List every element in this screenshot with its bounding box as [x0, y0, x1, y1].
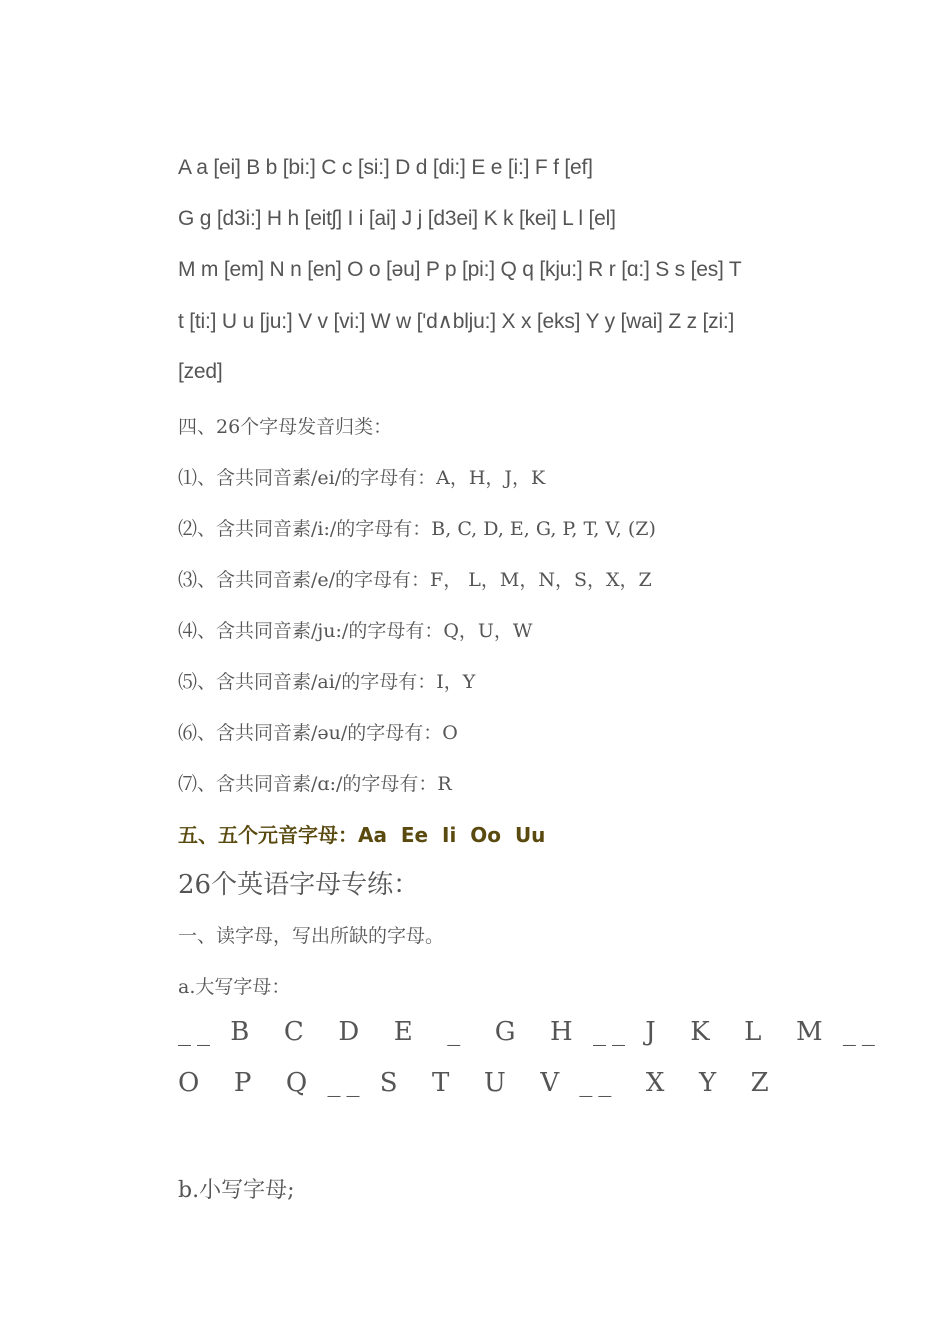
group-item: ⑵、含共同音素/i:/的字母有：B, C, D, E, G, P, T, V, (Z): [178, 518, 656, 540]
group-item: ⑹、含共同音素/əu/的字母有：O: [178, 722, 458, 744]
uppercase-row-1: __ B C D E _ G H __ J K L M __: [178, 1017, 881, 1047]
uppercase-label: a.大写字母：: [178, 976, 291, 998]
group-item: ⑺、含共同音素/ɑ:/的字母有：R: [178, 773, 452, 795]
alphabet-line-3: M m [em] N n [en] O o [əu] P p [pi:] Q q [kju:] R r [ɑ:] S s [es] T: [178, 258, 742, 281]
uppercase-row-2: O P Q __ S T U V __ X Y Z: [178, 1068, 775, 1098]
lowercase-label: b.小写字母;: [178, 1178, 295, 1203]
section-heading: 四、26个字母发音归类：: [178, 416, 393, 438]
alphabet-line-5: [zed]: [178, 360, 223, 383]
vowel-letters-heading: 五、五个元音字母：Aa Ee Ii Oo Uu: [178, 823, 546, 847]
group-item: ⑸、含共同音素/ai/的字母有：I，Y: [178, 671, 476, 693]
group-item: ⑴、含共同音素/ei/的字母有：A，H，J，K: [178, 467, 546, 489]
alphabet-line-1: A a [ei] B b [bi:] C c [si:] D d [di:] E e [i:] F f [ef]: [178, 156, 593, 179]
alphabet-line-4: t [ti:] U u [ju:] V v [vi:] W w ['d∧blju:] X x [eks] Y y [wai] Z z [zi:]: [178, 310, 735, 333]
alphabet-line-2: G g [d3i:] H h [eitʃ] I i [ai] J j [d3ei] K k [kei] L l [el]: [178, 207, 616, 230]
practice-instruction: 一、读字母，写出所缺的字母。: [178, 925, 445, 947]
group-item: ⑷、含共同音素/ju:/的字母有：Q，U，W: [178, 620, 533, 642]
practice-title: 26个英语字母专练：: [178, 870, 420, 900]
group-item: ⑶、含共同音素/e/的字母有：F， L，M，N，S，X，Z: [178, 569, 652, 591]
